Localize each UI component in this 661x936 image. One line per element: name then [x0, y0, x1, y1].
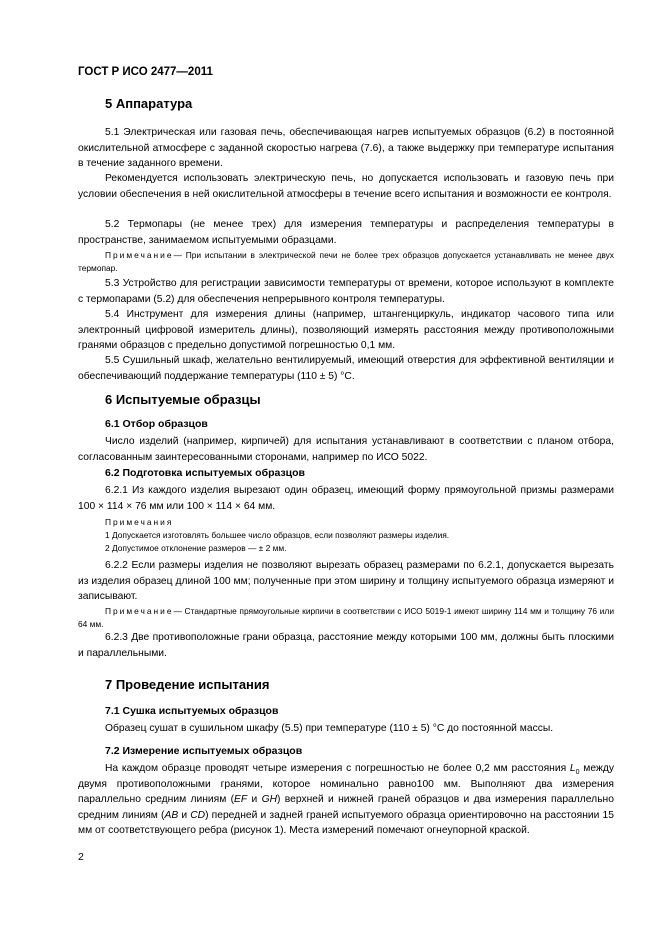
paragraph-5-4: 5.4 Инструмент для измерения длины (например, штангенциркуль, индикатор часового типа или электронный цифровой измеритель длины), позволяющий измерять расстояния между противоположными гранями образцов с предельно допустимой погрешностью 0,1 мм.	[78, 309, 614, 351]
text-run: ) верхней и нижней граней образцов и два измерения параллельно средним линиям (	[78, 794, 614, 821]
note-text: — При испытании в электрической печи не более трех образцов допускается устанавливать не менее двух термопар.	[78, 250, 614, 273]
paragraph-6-2-3: 6.2.3 Две противоположные грани образца, расстояние между которыми 100 мм, должны быть плоскими и параллельными.	[78, 632, 614, 659]
subsection-7-1-title: 7.1 Сушка испытуемых образцов	[105, 705, 279, 717]
text-run: На каждом образце проводят четыре измерения с погрешностью не более 0,2 мм расстояния	[105, 763, 570, 774]
paragraph-7-1: Образец сушат в сушильном шкафу (5.5) при температуре (110 ± 5) °С до постоянной массы.	[105, 723, 554, 734]
note-6-2-2	[78, 605, 614, 630]
line-gh: GH	[261, 794, 278, 805]
section-6-title: 6 Испытуемые образцы	[105, 392, 261, 407]
note-2: 2 Допустимое отклонение размеров — ± 2 мм.	[105, 543, 287, 553]
paragraph-5-1: 5.1 Электрическая или газовая печь, обеспечивающая нагрев испытуемых образцов (6.2) в постоянной окислительной атмосфере с заданной скоростью нагрева (7.6), а также выдержку при температуре испытания в течение заданного времени.	[78, 127, 614, 169]
paragraph-5-1-recommendation: Рекомендуется использовать электрическую печь, но допускается использовать и газовую печь при условии обеспечения в ней окислительной атмосферы в течение всего испытания и возможности ее контроля.	[78, 173, 614, 200]
line-ef: EF	[234, 794, 248, 805]
line-cd: CD	[190, 809, 206, 821]
text-run: ) передней и задней граней испытуемого образца ориентировочно на расстоянии 15 мм от соответствующего ребра (рисунок 1). Места измерений помечают огнеупорной краской.	[78, 809, 614, 836]
note-5-2	[78, 249, 614, 274]
paragraph-6-2-2: 6.2.2 Если размеры изделия не позволяют вырезать образец размерами по 6.2.1, допускается вырезать из изделия образец длиной 100 мм; полученные при этом ширину и толщину испытуемого образца измеряют и записывают.	[78, 560, 614, 602]
paragraph-6-1: Число изделий (например, кирпичей) для испытания устанавливают в соответствии с планом отбора, согласованным заинтересованными сторонами, например по ИСО 5022.	[78, 436, 614, 463]
subsection-6-2-title: 6.2 Подготовка испытуемых образцов	[105, 467, 305, 479]
symbol-l: L	[569, 763, 576, 774]
document-header: ГОСТ Р ИСО 2477—2011	[78, 66, 213, 78]
paragraph-5-3: 5.3 Устройство для регистрации зависимости температуры от времени, которое используют в комплекте с термопарами (5.2) для обеспечения непрерывного контроля температуры.	[78, 278, 614, 305]
note-text: — Стандартные прямоугольные кирпичи в соответствии с ИСО 5019-1 имеют ширину 114 мм и толщину 76 или 64 мм.	[78, 606, 614, 629]
text-run: между двумя противоположными гранями, которое номинально равно100 мм. Выполняют два измерения параллельно средним линиям (	[78, 763, 614, 805]
note-label: Примечание	[105, 250, 174, 260]
symbol-l-subscript: 0	[575, 769, 580, 776]
section-7-title: 7 Проведение испытания	[105, 677, 270, 692]
note-1: 1 Допускается изготовлять большее число образцов, если позволяют размеры изделия.	[105, 530, 450, 540]
paragraph-6-2-1: 6.2.1 Из каждого изделия вырезают один образец, имеющий форму прямоугольной призмы размерами 100 × 114 × 76 мм или 100 × 114 × 64 мм.	[78, 485, 614, 512]
paragraph-7-2	[78, 761, 614, 839]
notes-label: Примечания	[105, 517, 174, 527]
note-label: Примечание	[105, 606, 174, 616]
page-number: 2	[78, 851, 84, 863]
text-run: и	[247, 794, 262, 805]
section-5-title: 5 Аппаратура	[105, 96, 193, 111]
paragraph-5-2: 5.2 Термопары (не менее трех) для измерения температуры и распределения температуры в пространстве, занимаемом испытуемыми образцами.	[78, 219, 614, 246]
subsection-7-2-title: 7.2 Измерение испытуемых образцов	[105, 745, 303, 757]
line-ab: AB	[164, 809, 179, 821]
text-run: и	[178, 809, 191, 821]
subsection-6-1-title: 6.1 Отбор образцов	[105, 418, 208, 430]
paragraph-5-5: 5.5 Сушильный шкаф, желательно вентилируемый, имеющий отверстия для эффективной вентиляции и обеспечивающий поддержание температуры (110 ± 5) °С.	[78, 355, 614, 382]
